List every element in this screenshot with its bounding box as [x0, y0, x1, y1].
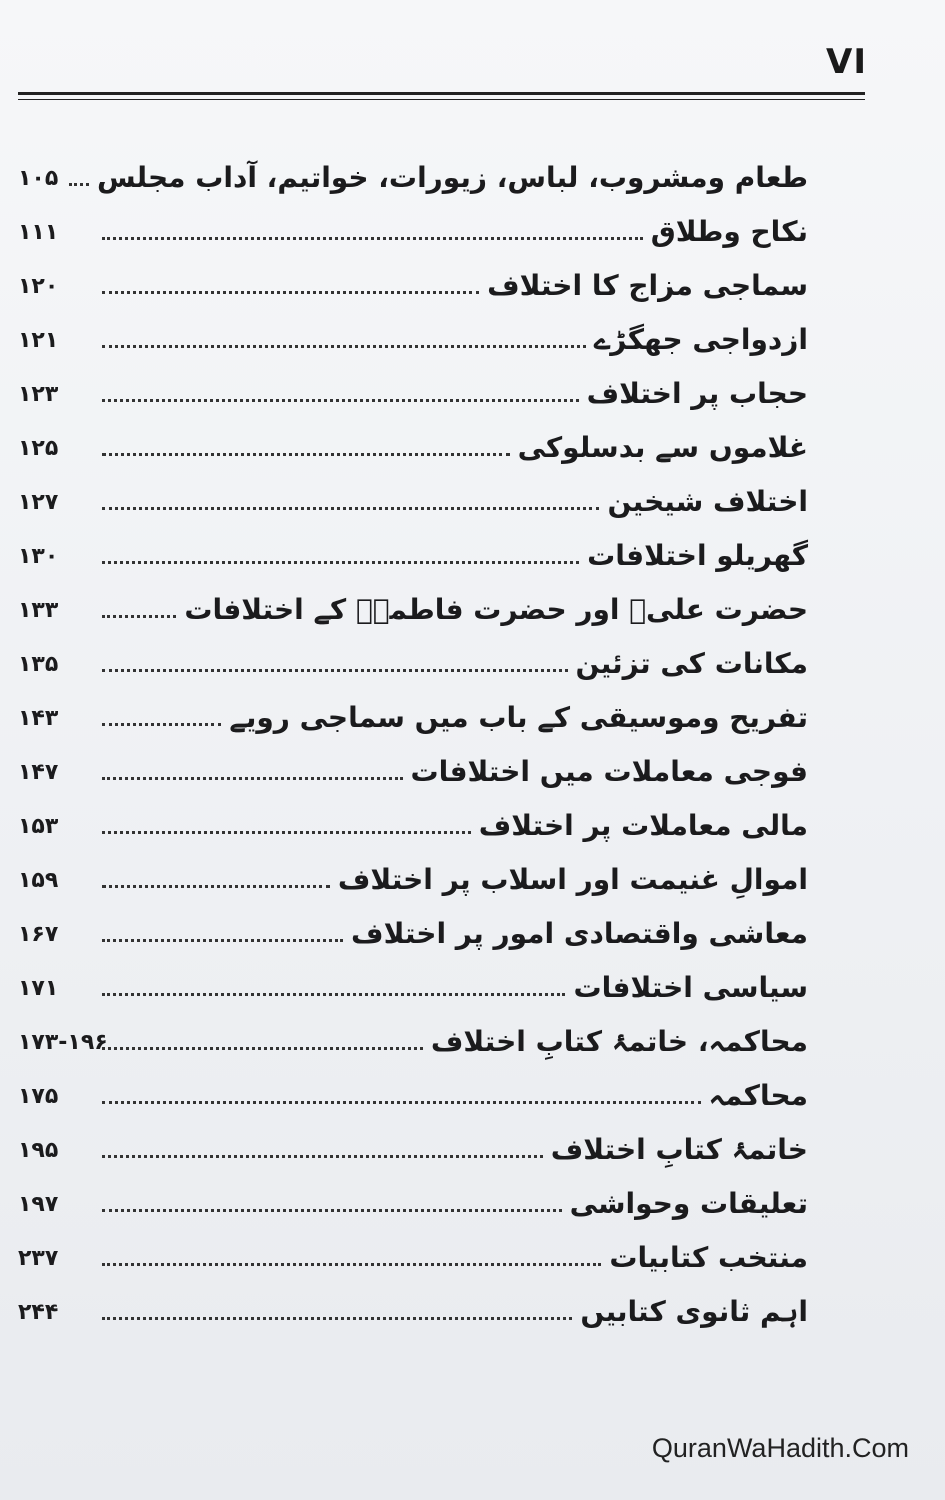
toc-page: ۱۷۵ — [18, 1084, 59, 1109]
toc-title: اختلاف شیخین — [607, 485, 808, 518]
toc-row — [18, 1058, 808, 1110]
toc-title: گھریلو اختلافات — [587, 539, 808, 572]
toc-row — [18, 410, 808, 462]
toc-title: خاتمۂ کتابِ اختلاف — [550, 1133, 808, 1166]
toc-page: ۱۲۳ — [18, 382, 59, 407]
toc-page: ۱۷۱ — [18, 976, 59, 1001]
dot-leader — [102, 669, 568, 672]
toc-row — [18, 1004, 808, 1056]
toc-row — [18, 464, 808, 516]
dot-leader — [102, 345, 586, 348]
site-watermark: QuranWaHadith.Com — [651, 1433, 909, 1463]
toc-page: ۱۵۹ — [18, 868, 59, 893]
toc-title: غلاموں سے بدسلوکی — [517, 431, 808, 464]
toc-row — [18, 1220, 808, 1272]
toc-page: ۱۹۵ — [18, 1138, 59, 1163]
toc-title: معاشی واقتصادی امور پر اختلاف — [351, 917, 808, 950]
dot-leader — [102, 1155, 543, 1158]
toc-row — [18, 788, 808, 840]
toc-page: ۱۴۷ — [18, 760, 59, 785]
toc-row — [18, 194, 808, 246]
toc-page: ۱۰۵ — [18, 166, 59, 191]
toc-title: مکانات کی تزئین — [575, 647, 808, 680]
toc-page: ۱۹۷ — [18, 1192, 59, 1217]
dot-leader — [102, 1263, 601, 1266]
toc-title: محاکمہ، خاتمۂ کتابِ اختلاف — [430, 1025, 808, 1058]
dot-leader — [102, 993, 565, 996]
toc-page: ۱۷۳-۱۹۶ — [18, 1030, 108, 1055]
dot-leader — [102, 1209, 562, 1212]
toc-row — [18, 302, 808, 354]
toc-title: فوجی معاملات میں اختلافات — [410, 755, 808, 788]
toc-page: ۱۲۱ — [18, 328, 59, 353]
toc-row — [18, 950, 808, 1002]
dot-leader — [102, 561, 579, 564]
dot-leader — [102, 291, 479, 294]
toc-title: حضرت علیؓ اور حضرت فاطمہؓ کے اختلافات — [184, 593, 808, 626]
toc-title: مالی معاملات پر اختلاف — [478, 809, 808, 842]
toc-row — [18, 896, 808, 948]
toc-title: اموالِ غنیمت اور اسلاب پر اختلاف — [337, 863, 808, 896]
dot-leader — [102, 777, 403, 780]
toc-page: ۲۴۴ — [18, 1300, 59, 1325]
dot-leader — [102, 831, 471, 834]
dot-leader — [102, 939, 343, 942]
toc-row — [18, 140, 808, 192]
dot-leader — [102, 723, 221, 726]
toc-page: ۱۴۳ — [18, 706, 59, 731]
toc-row — [18, 356, 808, 408]
dot-leader — [102, 1101, 701, 1104]
toc-page: ۱۵۳ — [18, 814, 59, 839]
dot-leader — [102, 237, 643, 240]
toc-row — [18, 734, 808, 786]
toc-title: محاکمہ — [708, 1079, 808, 1112]
toc-page: ۲۳۷ — [18, 1246, 59, 1271]
toc-title: تعلیقات وحواشی — [569, 1187, 808, 1220]
toc-row — [18, 572, 808, 624]
dot-leader — [102, 1047, 423, 1050]
toc-page: ۱۳۳ — [18, 598, 59, 623]
toc-title: ازدواجی جھگڑے — [593, 323, 808, 356]
toc-page: ۱۳۵ — [18, 652, 59, 677]
dot-leader — [102, 1317, 572, 1320]
toc-page: ۱۲۵ — [18, 436, 59, 461]
dot-leader — [102, 507, 599, 510]
toc-page: ۱۳۰ — [18, 544, 59, 569]
dot-leader — [102, 399, 579, 402]
toc-row — [18, 1274, 808, 1326]
toc-row — [18, 1112, 808, 1164]
toc-page: ۱۶۷ — [18, 922, 59, 947]
dot-leader — [102, 453, 510, 456]
toc-row — [18, 680, 808, 732]
toc-title: سیاسی اختلافات — [573, 971, 808, 1004]
toc-title: حجاب پر اختلاف — [586, 377, 808, 410]
toc-row — [18, 518, 808, 570]
toc-title: منتخب کتابیات — [609, 1241, 808, 1274]
dot-leader — [102, 885, 330, 888]
toc-row — [18, 842, 808, 894]
toc-row — [18, 1166, 808, 1218]
page-number: VI — [826, 42, 867, 82]
toc-title: طعام ومشروب، لباس، زیورات، خواتیم، آداب مجلس — [96, 161, 808, 194]
toc-title: تفریح وموسیقی کے باب میں سماجی رویے — [229, 701, 808, 734]
dot-leader — [102, 615, 176, 618]
toc-row — [18, 626, 808, 678]
toc-row — [18, 248, 808, 300]
toc-page: ۱۲۷ — [18, 490, 59, 515]
toc-title: سماجی مزاج کا اختلاف — [487, 269, 808, 302]
toc-title: نکاح وطلاق — [650, 215, 808, 248]
toc-title: اہم ثانوی کتابیں — [580, 1295, 808, 1328]
header-rule-thick — [18, 92, 865, 95]
dot-leader — [69, 183, 89, 186]
header-rule-thin — [18, 99, 865, 100]
toc-page: ۱۱۱ — [18, 220, 59, 245]
toc-page: ۱۲۰ — [18, 274, 59, 299]
